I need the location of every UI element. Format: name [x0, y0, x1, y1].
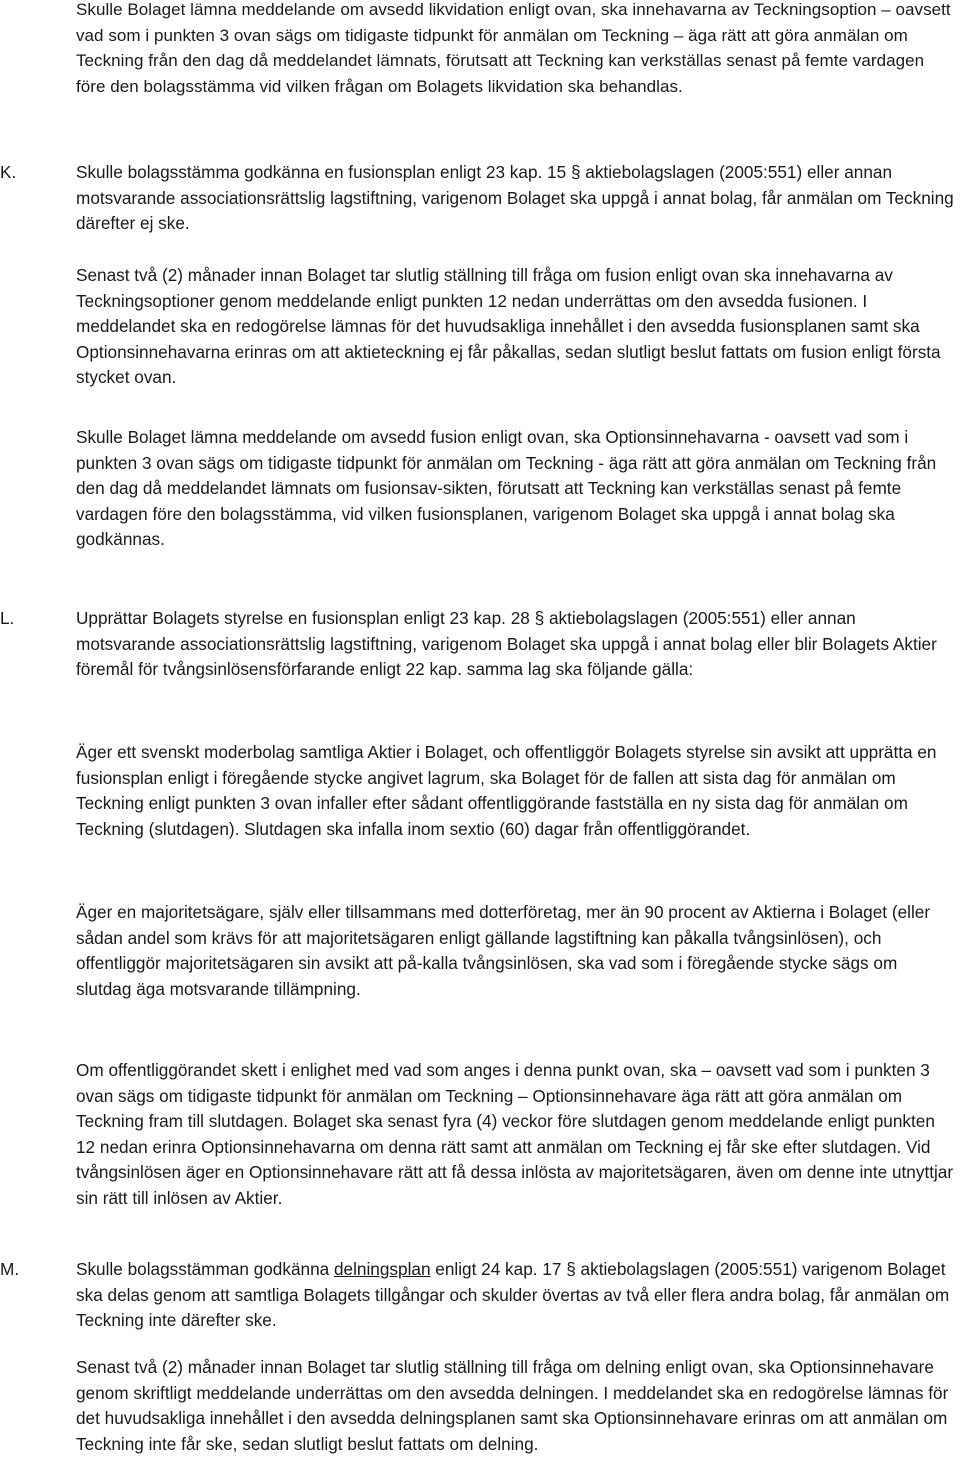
section-marker-l: L. — [0, 608, 15, 628]
paragraph-l-majority-owner: Äger en majoritetsägare, själv eller tillsammans med dotterföretag, mer än 90 procent av Aktierna i Bolaget (eller sådan andel som krävs för att majoritetsägaren enligt gällande lagstiftning kan påkalla tvångsinlösen), och offentliggör majoritetsägaren sin avsikt att på-kalla tvångsinlösen, ska vad som i föregående stycke sägs om slutdag äga motsvarande tillämpning. — [76, 902, 931, 999]
paragraph-m-division-notice: Senast två (2) månader innan Bolaget tar slutlig ställning till fråga om delning enligt ovan, ska Optionsinnehavare genom skriftligt meddelande underrättas om den avsedda delningen. I meddelandet ska en redogörelse lämnas för det huvudsakliga innehållet i den avsedda delningsplanen samt ska Optionsinnehavare erinras om att anmälan om Teckning inte får ske, sedan slutligt beslut fattats om delning. — [76, 1357, 949, 1454]
section-marker-k: K. — [0, 162, 17, 182]
paragraph-m-division-plan — [76, 1257, 956, 1334]
paragraph-k-merger-subscription-right: Skulle Bolaget lämna meddelande om avsedd fusion enligt ovan, ska Optionsinnehavarna - oavsett vad som i punkten 3 ovan sägs om tidigaste tidpunkt för anmälan om Teckning - äga rätt att göra anmälan om Teckning från den dag då meddelandet lämnats om fusionsav-sikten, förutsatt att Teckning kan verkställas senast på femte vardagen före den bolagsstämma, vid vilken fusionsplanen, varigenom Bolaget ska uppgå i annat bolag ska godkännas. — [76, 427, 937, 550]
paragraph-l-parent-company: Äger ett svenskt moderbolag samtliga Aktier i Bolaget, och offentliggör Bolagets styrelse sin avsikt att upprätta en fusionsplan enligt i föregående stycke angivet lagrum, ska Bolaget för de fallen att sista dag för anmälan om Teckning enligt punkten 3 ovan infaller efter sådant offentliggörande fastställa en ny sista dag för anmälan om Teckning (slutdagen). Slutdagen ska infalla inom sextio (60) dagar från offentliggörandet. — [76, 742, 937, 839]
section-marker-m: M. — [0, 1259, 20, 1279]
division-plan-text-after: enligt 24 kap. 17 § aktiebolagslagen (2005:551) varigenom Bolaget ska delas genom att samtliga Bolagets tillgångar och skulder övertas av två eller flera andra bolag, får anmälan om Teckning inte därefter ske. — [76, 1259, 950, 1331]
paragraph-k-merger-notice: Senast två (2) månader innan Bolaget tar slutlig ställning till fråga om fusion enligt ovan ska innehavarna av Teckningsoptioner genom meddelande enligt punkten 12 nedan underrättas om den avsedda fusionen. I meddelandet ska en redogörelse lämnas för det huvudsakliga innehållet i den avsedda fusionsplanen samt ska Optionsinnehavarna erinras om att aktieteckning ej får påkallas, sedan slutligt beslut fattats om fusion enligt första stycket ovan. — [76, 265, 941, 388]
paragraph-l-board-merger-plan: Upprättar Bolagets styrelse en fusionsplan enligt 23 kap. 28 § aktiebolagslagen (2005:551) eller annan motsvarande associationsrättslig lagstiftning, varigenom Bolaget ska uppgå i annat bolag eller blir Bolagets Aktier föremål för tvångsinlösensförfarande enligt 22 kap. samma lag ska följande gälla: — [76, 608, 937, 680]
paragraph-liquidation-notice: Skulle Bolaget lämna meddelande om avsedd likvidation enligt ovan, ska innehavarna av Teckningsoption – oavsett vad som i punkten 3 ovan sägs om tidigaste tidpunkt för anmälan om Teckning – äga rätt att göra anmälan om Teckning från den dag då meddelandet lämnats, förutsatt att Teckning kan verkställas senast på femte vardagen före den bolagsstämma vid vilken frågan om Bolagets likvidation ska behandlas. — [76, 0, 951, 96]
division-plan-term: delningsplan — [333, 1259, 431, 1279]
division-plan-text-before: Skulle bolagsstämman godkänna — [76, 1259, 334, 1279]
paragraph-k-merger-approval: Skulle bolagsstämma godkänna en fusionsplan enligt 23 kap. 15 § aktiebolagslagen (2005:551) eller annan motsvarande associationsrättslig lagstiftning, varigenom Bolaget ska uppgå i annat bolag, får anmälan om Teckning därefter ej ske. — [76, 162, 954, 234]
paragraph-l-publication-rights: Om offentliggörandet skett i enlighet med vad som anges i denna punkt ovan, ska – oavsett vad som i punkten 3 ovan sägs om tidigaste tidpunkt för anmälan om Teckning – Optionsinnehavare äga rätt att göra anmälan om Teckning fram till slutdagen. Bolaget ska senast fyra (4) veckor före slutdagen genom meddelande enligt punkten 12 nedan erinra Optionsinnehavarna om denna rätt samt att anmälan om Teckning ej får ske efter slutdagen. Vid tvångsinlösen äger en Optionsinnehavare rätt att få dessa inlösta av majoritetsägaren, även om denne inte utnyttjar sin rätt till inlösen av Aktier. — [76, 1060, 954, 1208]
